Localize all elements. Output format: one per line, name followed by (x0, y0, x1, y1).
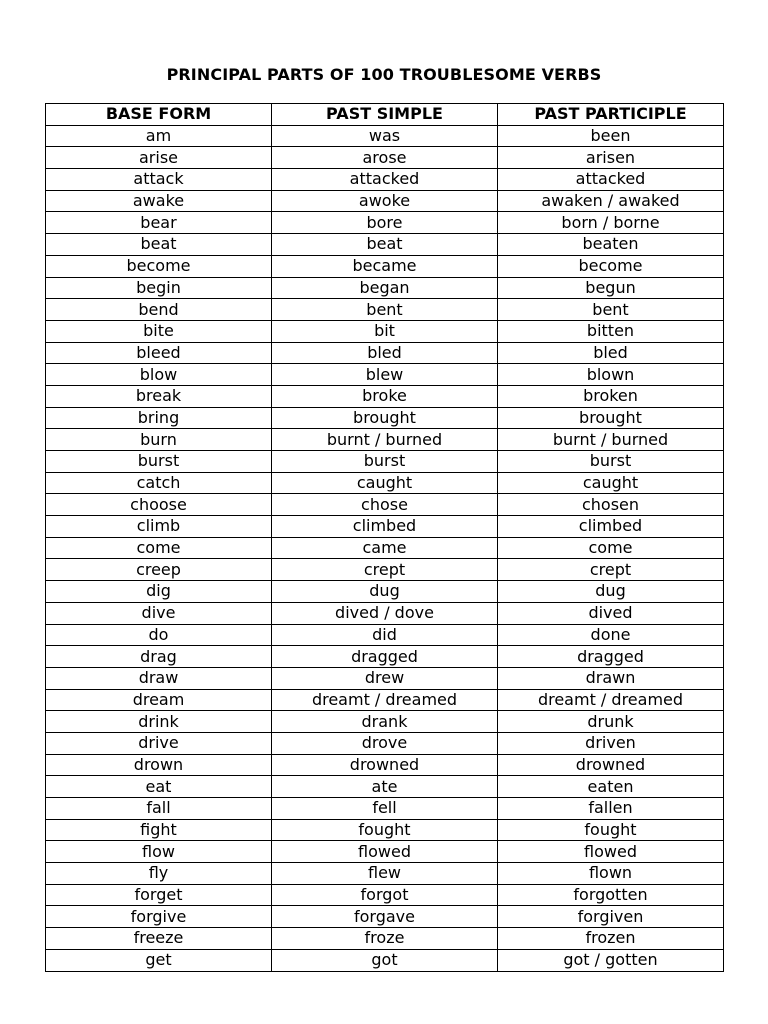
base-form-cell: creep (46, 559, 272, 581)
table-row (46, 255, 724, 277)
table-row (46, 884, 724, 906)
table-row (46, 581, 724, 603)
past-simple-cell: beat (272, 234, 498, 256)
base-form-cell: dream (46, 689, 272, 711)
table-row (46, 429, 724, 451)
past-participle-cell: flowed (498, 841, 724, 863)
page-title: PRINCIPAL PARTS OF 100 TROUBLESOME VERBS (166, 65, 602, 84)
past-participle-cell: brought (498, 407, 724, 429)
past-participle-cell: flown (498, 863, 724, 885)
table-row (46, 841, 724, 863)
past-participle-cell: come (498, 537, 724, 559)
past-participle-cell: forgotten (498, 884, 724, 906)
past-simple-cell: began (272, 277, 498, 299)
table-row (46, 732, 724, 754)
table-row (46, 906, 724, 928)
past-participle-cell: burst (498, 451, 724, 473)
past-simple-cell: forgave (272, 906, 498, 928)
past-participle-cell: blown (498, 364, 724, 386)
base-form-cell: drive (46, 732, 272, 754)
table-row (46, 646, 724, 668)
past-simple-cell: bent (272, 299, 498, 321)
base-form-cell: begin (46, 277, 272, 299)
past-participle-cell: bent (498, 299, 724, 321)
table-row (46, 234, 724, 256)
base-form-cell: bear (46, 212, 272, 234)
past-simple-cell: dug (272, 581, 498, 603)
past-simple-cell: was (272, 125, 498, 147)
table-row (46, 689, 724, 711)
base-form-cell: flow (46, 841, 272, 863)
past-participle-cell: caught (498, 472, 724, 494)
base-form-cell: bend (46, 299, 272, 321)
base-form-cell: fall (46, 798, 272, 820)
past-participle-cell: arisen (498, 147, 724, 169)
table-row (46, 190, 724, 212)
past-simple-cell: crept (272, 559, 498, 581)
past-simple-cell: arose (272, 147, 498, 169)
past-simple-cell: chose (272, 494, 498, 516)
table-row (46, 949, 724, 971)
table-body (46, 125, 724, 971)
past-participle-cell: dragged (498, 646, 724, 668)
base-form-cell: catch (46, 472, 272, 494)
past-participle-cell: chosen (498, 494, 724, 516)
past-participle-cell: climbed (498, 516, 724, 538)
past-simple-cell: burnt / burned (272, 429, 498, 451)
past-simple-cell: froze (272, 928, 498, 950)
past-participle-cell: been (498, 125, 724, 147)
table-row (46, 537, 724, 559)
past-simple-cell: drowned (272, 754, 498, 776)
past-participle-cell: born / borne (498, 212, 724, 234)
table-row (46, 863, 724, 885)
past-participle-cell: bled (498, 342, 724, 364)
table-row (46, 342, 724, 364)
table-row (46, 364, 724, 386)
table-row (46, 212, 724, 234)
table-row (46, 928, 724, 950)
past-participle-cell: drowned (498, 754, 724, 776)
table-row (46, 472, 724, 494)
past-simple-cell: drank (272, 711, 498, 733)
table-row (46, 277, 724, 299)
past-simple-cell: broke (272, 385, 498, 407)
base-form-cell: burst (46, 451, 272, 473)
past-participle-cell: drunk (498, 711, 724, 733)
base-form-cell: bring (46, 407, 272, 429)
base-form-cell: get (46, 949, 272, 971)
base-form-cell: climb (46, 516, 272, 538)
past-simple-cell: drove (272, 732, 498, 754)
past-participle-cell: attacked (498, 169, 724, 191)
table-row (46, 494, 724, 516)
base-form-cell: freeze (46, 928, 272, 950)
base-form-cell: am (46, 125, 272, 147)
past-participle-cell: driven (498, 732, 724, 754)
header-past-participle: PAST PARTICIPLE (498, 104, 724, 126)
table-header (46, 104, 724, 126)
past-simple-cell: fell (272, 798, 498, 820)
table-row (46, 754, 724, 776)
past-participle-cell: dug (498, 581, 724, 603)
past-participle-cell: dived (498, 602, 724, 624)
past-participle-cell: drawn (498, 667, 724, 689)
past-simple-cell: dreamt / dreamed (272, 689, 498, 711)
table-row (46, 798, 724, 820)
table-row (46, 147, 724, 169)
past-participle-cell: got / gotten (498, 949, 724, 971)
base-form-cell: beat (46, 234, 272, 256)
past-participle-cell: bitten (498, 320, 724, 342)
base-form-cell: eat (46, 776, 272, 798)
table-row (46, 667, 724, 689)
past-simple-cell: flew (272, 863, 498, 885)
table-row (46, 385, 724, 407)
past-simple-cell: caught (272, 472, 498, 494)
past-simple-cell: awoke (272, 190, 498, 212)
base-form-cell: choose (46, 494, 272, 516)
past-simple-cell: became (272, 255, 498, 277)
past-participle-cell: dreamt / dreamed (498, 689, 724, 711)
past-simple-cell: brought (272, 407, 498, 429)
header-base-form: BASE FORM (46, 104, 272, 126)
past-participle-cell: forgiven (498, 906, 724, 928)
table-row (46, 776, 724, 798)
past-participle-cell: beaten (498, 234, 724, 256)
base-form-cell: bleed (46, 342, 272, 364)
base-form-cell: drown (46, 754, 272, 776)
past-simple-cell: ate (272, 776, 498, 798)
past-simple-cell: climbed (272, 516, 498, 538)
base-form-cell: forget (46, 884, 272, 906)
past-participle-cell: burnt / burned (498, 429, 724, 451)
base-form-cell: fight (46, 819, 272, 841)
past-simple-cell: fought (272, 819, 498, 841)
base-form-cell: burn (46, 429, 272, 451)
base-form-cell: dive (46, 602, 272, 624)
past-simple-cell: came (272, 537, 498, 559)
base-form-cell: dig (46, 581, 272, 603)
past-participle-cell: frozen (498, 928, 724, 950)
table-row (46, 125, 724, 147)
past-participle-cell: awaken / awaked (498, 190, 724, 212)
base-form-cell: bite (46, 320, 272, 342)
past-simple-cell: bore (272, 212, 498, 234)
base-form-cell: awake (46, 190, 272, 212)
base-form-cell: become (46, 255, 272, 277)
table-row (46, 299, 724, 321)
past-simple-cell: forgot (272, 884, 498, 906)
table-row (46, 169, 724, 191)
base-form-cell: draw (46, 667, 272, 689)
past-simple-cell: got (272, 949, 498, 971)
table-row (46, 711, 724, 733)
base-form-cell: come (46, 537, 272, 559)
past-participle-cell: done (498, 624, 724, 646)
header-row (46, 104, 724, 126)
past-simple-cell: did (272, 624, 498, 646)
table-row (46, 559, 724, 581)
table-row (46, 451, 724, 473)
past-simple-cell: bled (272, 342, 498, 364)
table-row (46, 602, 724, 624)
past-simple-cell: dived / dove (272, 602, 498, 624)
past-simple-cell: bit (272, 320, 498, 342)
base-form-cell: fly (46, 863, 272, 885)
table-row (46, 320, 724, 342)
header-past-simple: PAST SIMPLE (272, 104, 498, 126)
table-row (46, 516, 724, 538)
table-row (46, 624, 724, 646)
table-row (46, 407, 724, 429)
base-form-cell: drink (46, 711, 272, 733)
base-form-cell: drag (46, 646, 272, 668)
past-participle-cell: begun (498, 277, 724, 299)
past-participle-cell: crept (498, 559, 724, 581)
past-simple-cell: burst (272, 451, 498, 473)
past-simple-cell: blew (272, 364, 498, 386)
table-row (46, 819, 724, 841)
past-participle-cell: eaten (498, 776, 724, 798)
past-participle-cell: fought (498, 819, 724, 841)
base-form-cell: forgive (46, 906, 272, 928)
past-simple-cell: drew (272, 667, 498, 689)
past-simple-cell: attacked (272, 169, 498, 191)
past-simple-cell: flowed (272, 841, 498, 863)
past-participle-cell: fallen (498, 798, 724, 820)
base-form-cell: do (46, 624, 272, 646)
base-form-cell: attack (46, 169, 272, 191)
base-form-cell: break (46, 385, 272, 407)
past-participle-cell: broken (498, 385, 724, 407)
base-form-cell: blow (46, 364, 272, 386)
base-form-cell: arise (46, 147, 272, 169)
past-simple-cell: dragged (272, 646, 498, 668)
verbs-table (45, 103, 724, 972)
past-participle-cell: become (498, 255, 724, 277)
